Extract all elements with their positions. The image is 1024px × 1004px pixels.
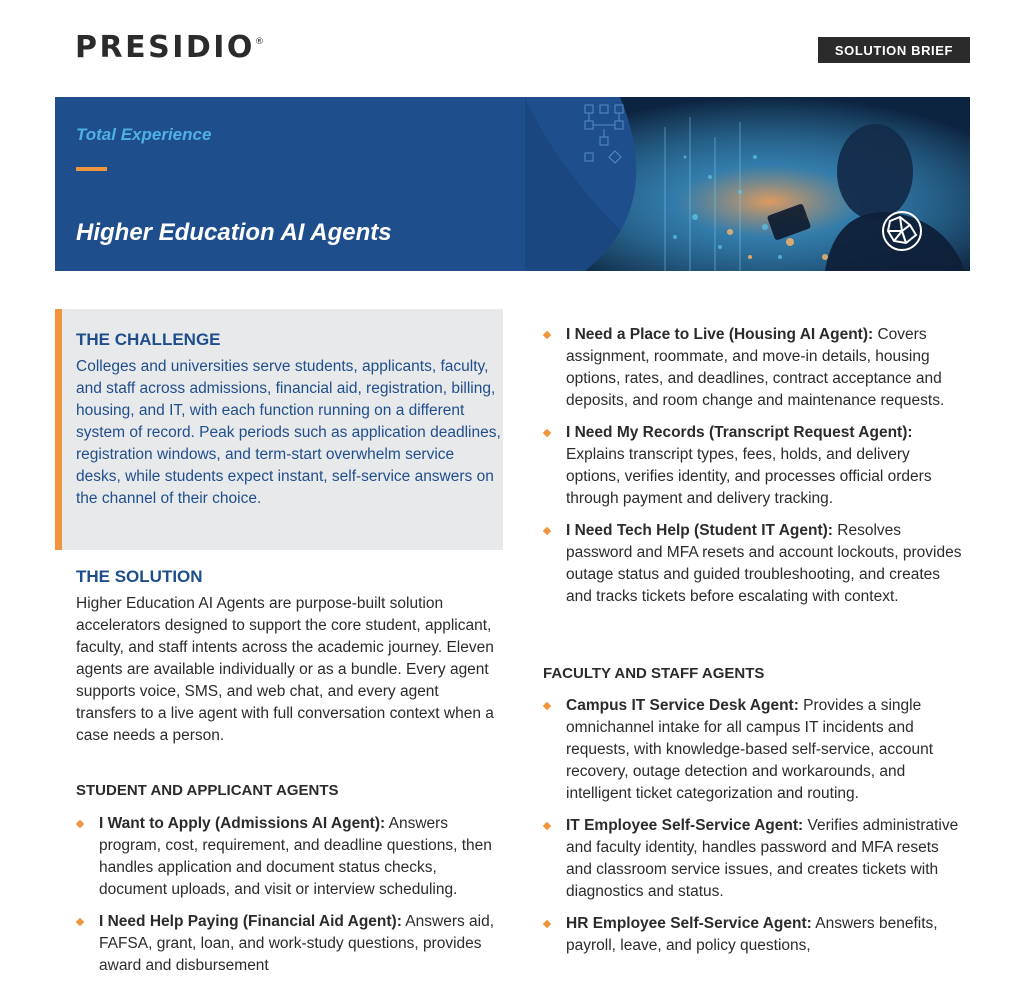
list-item <box>543 913 963 957</box>
diamond-bullet-icon <box>543 702 551 710</box>
challenge-body: Colleges and universities serve students, applicants, faculty, and staff across admissions, financial aid, registration, billing, housing, and IT, with each function running on a different system of record. Peak periods such as application deadlines, registration windows, and term-start overwhelm service desks, while students expect instant, self-service answers on the channel of their choice. <box>76 358 501 507</box>
solution-body: Higher Education AI Agents are purpose-built solution accelerators designed to support the core student, applicant, faculty, and staff intents across the academic journey. Eleven agents are available individually or as a bundle. Every agent supports voice, SMS, and web chat, and every agent transfers to a live agent with full conversation context when a case needs a person. <box>76 595 494 744</box>
solution-heading: THE SOLUTION <box>76 567 203 586</box>
agent-description: Provides a single omnichannel intake for all campus IT incidents and requests, with knowledge-based self-service, account recovery, outage detection and workarounds, and intelligent ticket categorization and routing. <box>566 697 934 802</box>
list-item <box>76 813 496 901</box>
list-item <box>76 911 496 977</box>
agent-description: Resolves password and MFA resets and account lockouts, provides outage status and guided troubleshooting, and creates and tracks tickets before escalating with context. <box>566 522 962 605</box>
agent-description: Answers aid, FAFSA, grant, loan, and work-study questions, provides award and disbursement <box>99 913 495 974</box>
faculty-agents-list <box>543 695 963 967</box>
banner-subtitle: Total Experience <box>76 125 212 144</box>
agent-title: I Need Help Paying (Financial Aid Agent): <box>99 913 402 930</box>
banner-title: Higher Education AI Agents <box>76 219 392 246</box>
agent-description: Answers benefits, payroll, leave, and policy questions, <box>566 915 938 954</box>
agent-description: Answers program, cost, requirement, and deadline questions, then handles application and document status checks, document uploads, and visit or interview scheduling. <box>99 815 492 898</box>
banner-photo-illustration <box>525 97 970 271</box>
faculty-agents-heading: FACULTY AND STAFF AGENTS <box>543 665 765 682</box>
diamond-bullet-icon <box>543 822 551 830</box>
list-item <box>543 520 963 608</box>
diamond-bullet-icon <box>543 920 551 928</box>
student-agents-heading: STUDENT AND APPLICANT AGENTS <box>76 782 339 799</box>
agent-title: I Need a Place to Live (Housing AI Agent): <box>566 326 874 343</box>
registered-mark: ® <box>254 37 264 47</box>
agent-description: Covers assignment, roommate, and move-in details, housing options, rates, and deadlines, contract acceptance and deposits, and room change and maintenance requests. <box>566 326 945 409</box>
diamond-bullet-icon <box>76 820 84 828</box>
challenge-heading: THE CHALLENGE <box>76 330 221 349</box>
diamond-bullet-icon <box>543 429 551 437</box>
right-agents-list <box>543 324 963 618</box>
challenge-section <box>55 309 503 550</box>
solution-brief-badge: SOLUTION BRIEF <box>818 37 970 63</box>
agent-title: I Want to Apply (Admissions AI Agent): <box>99 815 386 832</box>
agent-description: Verifies administrative and faculty identity, handles password and MFA resets and classroom service issues, and creates tickets with diagnostics and status. <box>566 817 959 900</box>
agent-title: IT Employee Self-Service Agent: <box>566 817 804 834</box>
agent-description: Explains transcript types, fees, holds, and delivery options, verifies identity, and processes official orders through payment and delivery tracking. <box>566 446 932 507</box>
agent-title: I Need My Records (Transcript Request Agent): <box>566 424 913 441</box>
list-item <box>543 324 963 412</box>
hero-banner <box>55 97 970 271</box>
list-item <box>543 695 963 805</box>
logo-text: PRESIDIO <box>75 30 255 65</box>
agent-title: HR Employee Self-Service Agent: <box>566 915 812 932</box>
diamond-bullet-icon <box>543 331 551 339</box>
student-agents-list <box>76 813 496 987</box>
banner-accent-rule <box>76 167 107 171</box>
diamond-bullet-icon <box>76 918 84 926</box>
agent-title: Campus IT Service Desk Agent: <box>566 697 799 714</box>
agent-title: I Need Tech Help (Student IT Agent): <box>566 522 833 539</box>
list-item <box>543 815 963 903</box>
diamond-bullet-icon <box>543 527 551 535</box>
list-item <box>543 422 963 510</box>
presidio-logo <box>75 30 264 65</box>
